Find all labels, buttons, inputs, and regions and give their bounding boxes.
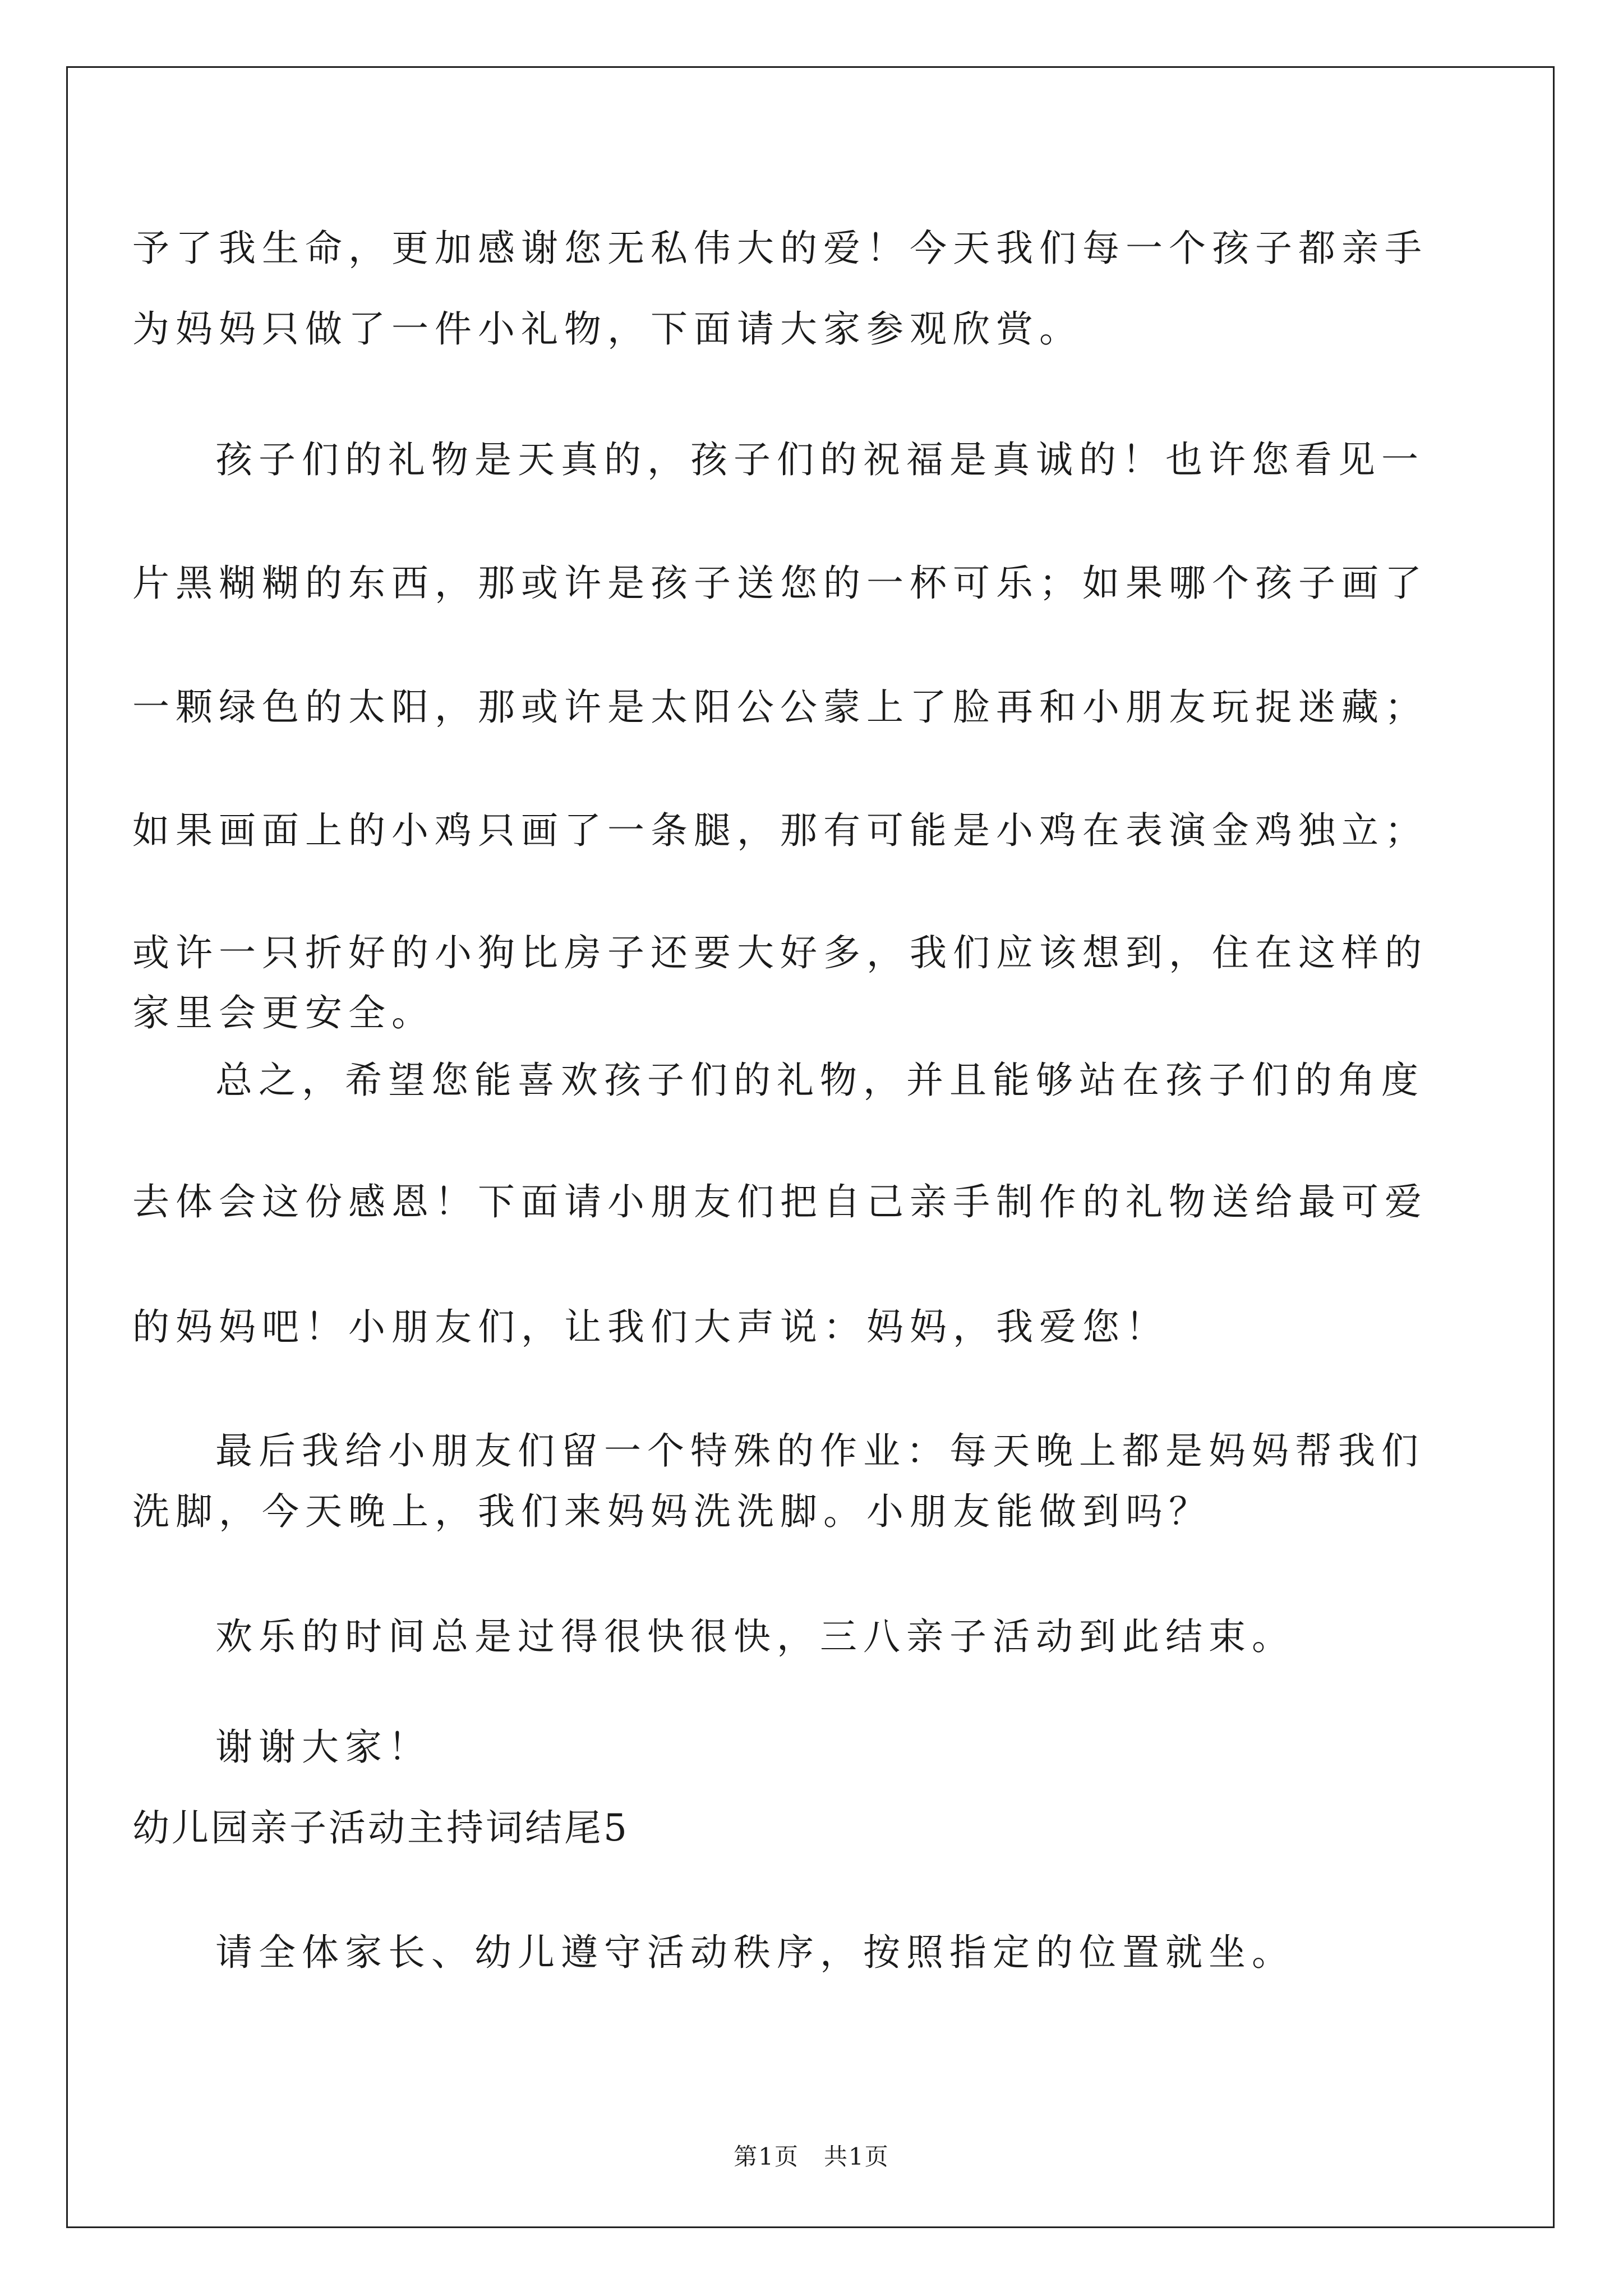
paragraph-start-line: 最后我给小朋友们留一个特殊的作业：每天晚上都是妈妈帮我们 [215, 1429, 1424, 1473]
paragraph-start-line: 总之，希望您能喜欢孩子们的礼物，并且能够站在孩子们的角度 [215, 1059, 1424, 1102]
text-line: 洗脚，今天晚上，我们来妈妈洗洗脚。小朋友能做到吗？ [132, 1490, 1212, 1533]
page-frame [66, 66, 1555, 2228]
text-line: 予了我生命，更加感谢您无私伟大的爱！今天我们每一个孩子都亲手 [132, 227, 1428, 270]
page-footer: 第1页 共1页 [734, 2143, 889, 2170]
paragraph-start-line: 谢谢大家！ [215, 1726, 431, 1769]
text-line: 或许一只折好的小狗比房子还要大好多，我们应该想到，住在这样的 [132, 931, 1428, 974]
text-line: 去体会这份感恩！下面请小朋友们把自己亲手制作的礼物送给最可爱 [132, 1180, 1428, 1223]
paragraph-start-line: 请全体家长、幼儿遵守活动秩序，按照指定的位置就坐。 [215, 1931, 1295, 1974]
paragraph-start-line: 孩子们的礼物是天真的，孩子们的祝福是真诚的！也许您看见一 [215, 438, 1424, 481]
text-line: 如果画面上的小鸡只画了一条腿，那有可能是小鸡在表演金鸡独立； [132, 809, 1428, 852]
text-line: 家里会更安全。 [132, 991, 435, 1034]
text-line: 片黑糊糊的东西，那或许是孩子送您的一杯可乐；如果哪个孩子画了 [132, 562, 1428, 605]
text-line: 一颗绿色的太阳，那或许是太阳公公蒙上了脸再和小朋友玩捉迷藏； [132, 685, 1428, 729]
paragraph-start-line: 欢乐的时间总是过得很快很快，三八亲子活动到此结束。 [215, 1615, 1295, 1658]
text-line: 为妈妈只做了一件小礼物，下面请大家参观欣赏。 [132, 307, 1082, 351]
section-heading: 幼儿园亲子活动主持词结尾5 [132, 1806, 629, 1849]
text-line: 的妈妈吧！小朋友们，让我们大声说：妈妈，我爱您！ [132, 1305, 1169, 1349]
